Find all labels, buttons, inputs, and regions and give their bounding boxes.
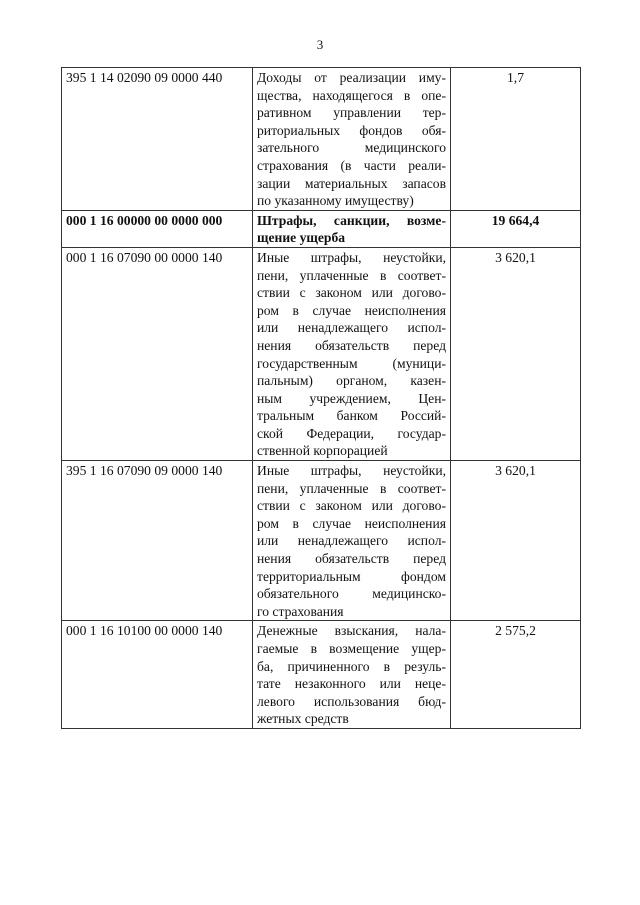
description-line: Доходы от реализации иму-	[257, 70, 446, 85]
description-line: страхования (в части реали-	[257, 157, 446, 173]
description-line: нения обязательств перед	[257, 337, 446, 353]
budget-revenue-table	[61, 67, 581, 729]
budget-code-cell: 000 1 16 00000 00 0000 000	[62, 210, 253, 247]
description-line: ративном управлении тер-	[257, 105, 446, 121]
description-line: жетных средств	[257, 711, 349, 727]
table-row	[62, 461, 581, 621]
description-line: ской Федерации, государ-	[257, 425, 446, 441]
description-line: Штрафы, санкции, возме-	[257, 212, 446, 228]
description-line: пени, уплаченные в соответ-	[257, 267, 446, 283]
amount-cell: 3 620,1	[451, 461, 581, 621]
table-body	[62, 68, 581, 729]
budget-code-cell: 395 1 14 02090 09 0000 440	[62, 68, 253, 211]
description-line: левого использования бюд-	[257, 693, 446, 709]
description-line: зательного медицинского	[257, 140, 446, 156]
description-line: или ненадлежащего испол-	[257, 320, 446, 336]
description-line: тате незаконного или неце-	[257, 676, 446, 692]
budget-code-cell: 000 1 16 07090 00 0000 140	[62, 247, 253, 460]
description-line: нения обязательств перед	[257, 551, 446, 567]
description-line: пени, уплаченные в соответ-	[257, 480, 446, 496]
description-cell	[253, 461, 451, 621]
amount-cell: 19 664,4	[451, 210, 581, 247]
description-line: ным учреждением, Цен-	[257, 390, 446, 406]
description-line: Иные штрафы, неустойки,	[257, 249, 446, 265]
description-line: Иные штрафы, неустойки,	[257, 463, 446, 479]
description-line: обязательного медицинско-	[257, 586, 446, 602]
table-row	[62, 68, 581, 211]
description-line: ственной корпорацией	[257, 443, 388, 459]
amount-cell: 1,7	[451, 68, 581, 211]
budget-code-cell: 000 1 16 10100 00 0000 140	[62, 621, 253, 729]
description-line: ром в случае неисполнения	[257, 515, 446, 531]
description-cell	[253, 621, 451, 729]
page-number: 3	[316, 37, 324, 52]
amount-cell: 3 620,1	[451, 247, 581, 460]
description-line: щение ущерба	[257, 230, 346, 246]
description-line: ром в случае неисполнения	[257, 302, 446, 318]
description-line: пальным) органом, казен-	[257, 373, 446, 389]
description-line: Денежные взыскания, нала-	[257, 623, 446, 639]
table-row	[62, 247, 581, 460]
description-line: риториальных фондов обя-	[257, 122, 446, 138]
description-line: тральным банком Россий-	[257, 408, 446, 424]
description-cell	[253, 68, 451, 211]
description-line: государственным (муници-	[257, 355, 446, 371]
description-line: го страхования	[257, 603, 344, 619]
table-row	[62, 210, 581, 247]
description-line: щества, находящегося в опе-	[257, 87, 446, 103]
amount-cell: 2 575,2	[451, 621, 581, 729]
description-line: по указанному имуществу)	[257, 193, 414, 209]
description-line: ба, причиненного в резуль-	[257, 658, 446, 674]
description-cell	[253, 247, 451, 460]
description-line: зации материальных запасов	[257, 175, 446, 191]
description-line: ствии с законом или догово-	[257, 498, 446, 514]
description-line: ствии с законом или догово-	[257, 285, 446, 301]
table-row	[62, 621, 581, 729]
description-line: гаемые в возмещение ущер-	[257, 641, 446, 656]
description-cell	[253, 210, 451, 247]
budget-code-cell: 395 1 16 07090 09 0000 140	[62, 461, 253, 621]
description-line: территориальным фондом	[257, 568, 446, 584]
description-line: или ненадлежащего испол-	[257, 533, 446, 549]
